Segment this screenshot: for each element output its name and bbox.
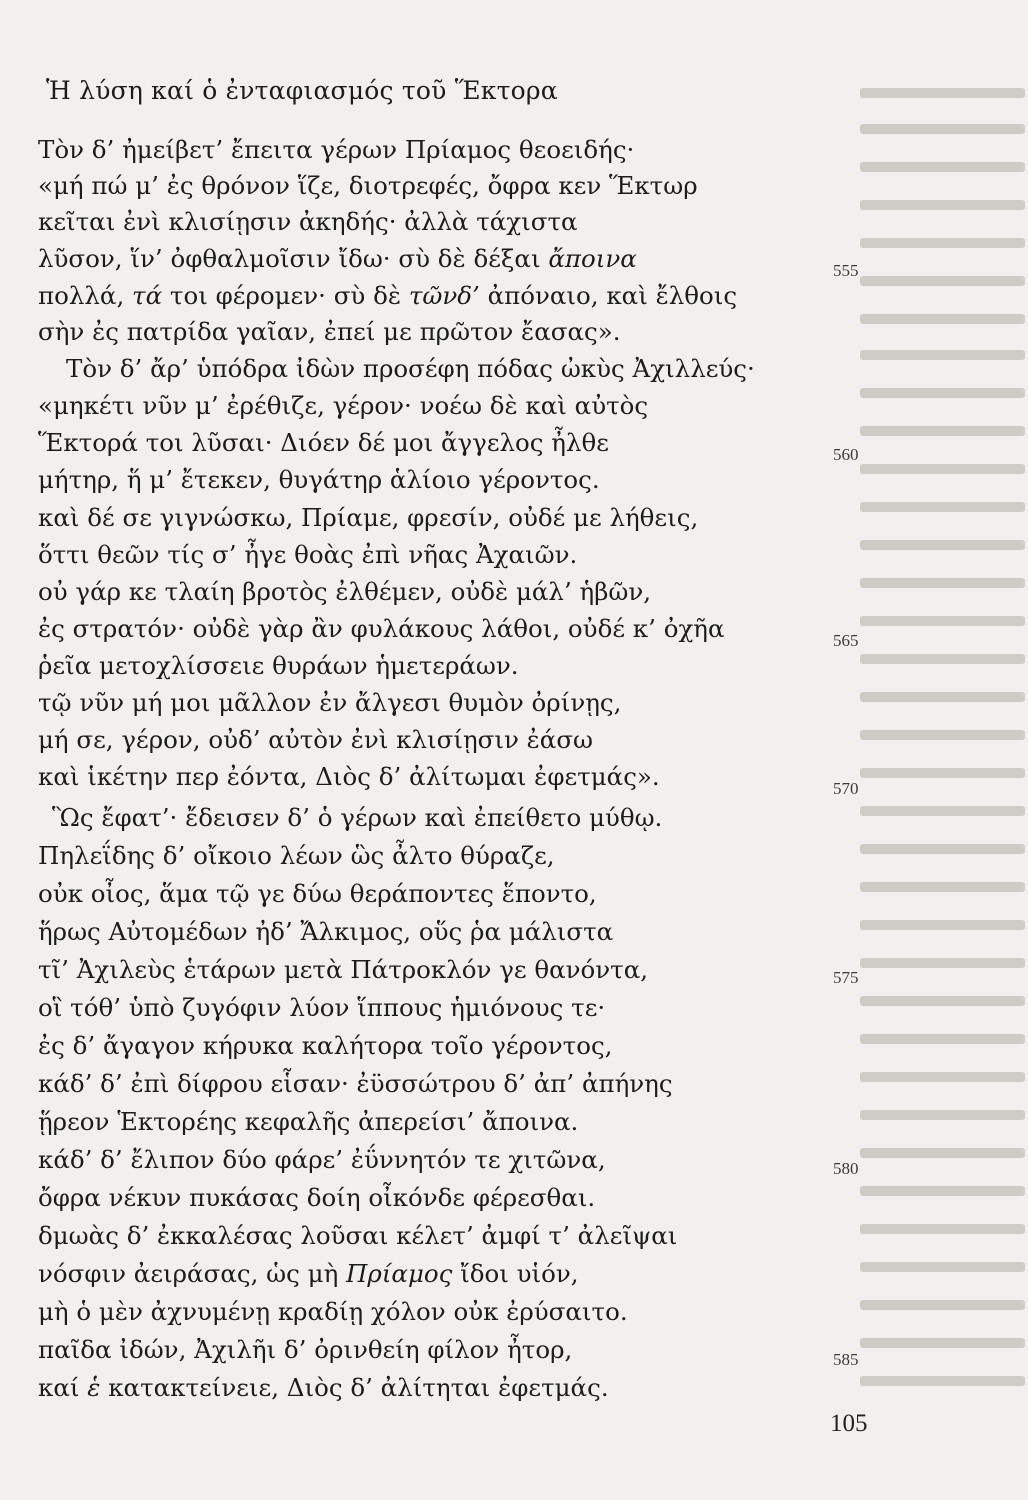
verse-line-571: οὐκ οἶος, ἅμα τῷ γε δύω θεράποντες ἕποντο,	[38, 879, 597, 908]
verse-line-579: ὄφρα νέκυν πυκάσας δοίη οἶκόνδε φέρεσθαι.	[38, 1183, 596, 1212]
verse-line-584: καί ἑ κατακτείνειε, Διὸς δ’ ἀλίτηται ἐφετμάς.	[38, 1373, 609, 1402]
page-number: 105	[830, 1410, 868, 1437]
italic-word: Πρίαμος	[346, 1259, 453, 1288]
verse-line-555: πολλά, τά τοι φέρομεν· σὺ δὲ τῶνδ’ ἀπόναιο, καὶ ἔλθοις	[38, 281, 738, 310]
verse-line-582: μὴ ὁ μὲν ἀχνυμένῃ κραδίῃ χόλον οὐκ ἐρύσαιτο.	[38, 1297, 628, 1326]
verse-line-561: καὶ δέ σε γιγνώσκω, Πρίαμε, φρεσίν, οὐδέ με λήθεις,	[38, 503, 699, 532]
verse-line-575: ἐς δ’ ἄγαγον κήρυκα καλήτορα τοῖο γέροντος,	[38, 1031, 613, 1060]
italic-word: τά	[132, 281, 163, 310]
chapter-heading: Ἡ λύση καί ὁ ἐνταφιασμός τοῦ Ἕκτορα	[46, 76, 558, 105]
verse-line-553: κεῖται ἐνὶ κλισίῃσιν ἀκηδής· ἀλλὰ τάχιστα	[38, 207, 578, 236]
verse-line-557: Τὸν δ’ ἄρ’ ὑπόδρα ἰδὼν προσέφη πόδας ὠκὺς Ἀχιλλεύς·	[66, 354, 755, 383]
verse-line-565: ῥεῖα μετοχλίσσειε θυράων ἡμετεράων.	[38, 651, 519, 680]
line-number: 560	[833, 445, 859, 464]
verse-line-560: μήτηρ, ἥ μ’ ἔτεκεν, θυγάτηρ ἁλίοιο γέροντος.	[38, 465, 600, 494]
verse-line-577: ᾕρεον Ἑκτορέης κεφαλῆς ἀπερείσι’ ἄποινα.	[38, 1107, 579, 1136]
verse-line-559: Ἕκτορά τοι λῦσαι· Διόεν δέ μοι ἄγγελος ἦλθε	[38, 428, 609, 457]
verse-line-573: τῖ’ Ἀχιλεὺς ἑτάρων μετὰ Πάτροκλόν γε θανόντα,	[38, 955, 649, 984]
verse-line-568: καὶ ἱκέτην περ ἐόντα, Διὸς δ’ ἀλίτωμαι ἐφετμάς».	[38, 762, 660, 791]
verse-line-569: Ὣς ἔφατ’· ἔδεισεν δ’ ὁ γέρων καὶ ἐπείθετο μύθῳ.	[52, 803, 663, 832]
italic-word: τῶνδ’	[408, 281, 480, 310]
line-number: 555	[833, 261, 859, 280]
line-number: 570	[833, 779, 859, 798]
verse-line-570: Πηλεΐδης δ’ οἴκοιο λέων ὣς ἆλτο θύραζε,	[38, 841, 555, 870]
line-number: 575	[833, 968, 859, 987]
verse-line-558: «μηκέτι νῦν μ’ ἐρέθιζε, γέρον· νοέω δὲ καὶ αὐτὸς	[38, 391, 649, 420]
line-number: 585	[833, 1350, 859, 1369]
verse-line-572: ἥρως Αὐτομέδων ἠδ’ Ἄλκιμος, οὕς ῥα μάλιστα	[38, 917, 614, 946]
verse-line-578: κάδ’ δ’ ἔλιπον δύο φάρε’ ἐΰννητόν τε χιτῶνα,	[38, 1145, 606, 1174]
verse-line-551: Τὸν δ’ ἠμείβετ’ ἔπειτα γέρων Πρίαμος θεοειδής·	[38, 135, 635, 164]
verse-line-552: «μή πώ μ’ ἐς θρόνον ἵζε, διοτρεφές, ὄφρα κεν Ἕκτωρ	[38, 171, 698, 200]
verse-line-562: ὅττι θεῶν τίς σ’ ἦγε θοὰς ἐπὶ νῆας Ἀχαιῶν.	[38, 540, 578, 569]
verse-line-556: σὴν ἐς πατρίδα γαῖαν, ἐπεί με πρῶτον ἔασας».	[38, 317, 621, 346]
verse-line-583: παῖδα ἰδών, Ἀχιλῆι δ’ ὀρινθείη φίλον ἦτορ,	[38, 1335, 573, 1364]
line-number: 565	[833, 631, 859, 650]
italic-word: ἑ	[87, 1373, 101, 1402]
verse-line-566: τῷ νῦν μή μοι μᾶλλον ἐν ἄλγεσι θυμὸν ὀρίνῃς,	[38, 688, 622, 717]
line-number: 580	[833, 1159, 859, 1178]
verse-line-581: νόσφιν ἀειράσας, ὡς μὴ Πρίαμος ἴδοι υἱόν,	[38, 1259, 579, 1288]
verse-line-564: ἐς στρατόν· οὐδὲ γὰρ ἂν φυλάκους λάθοι, οὐδέ κ’ ὀχῆα	[38, 614, 725, 643]
verse-line-576: κάδ’ δ’ ἐπὶ δίφρου εἷσαν· ἐϋσσώτρου δ’ ἀπ’ ἀπήνης	[38, 1069, 673, 1098]
verse-line-580: δμωὰς δ’ ἐκκαλέσας λοῦσαι κέλετ’ ἀμφί τ’ ἀλεῖψαι	[38, 1221, 678, 1250]
verse-line-554: λῦσον, ἵν’ ὀφθαλμοῖσιν ἴδω· σὺ δὲ δέξαι ἄποινα	[38, 244, 637, 273]
verse-line-574: οἳ τόθ’ ὑπὸ ζυγόφιν λύον ἵππους ἡμιόνους τε·	[38, 993, 606, 1022]
italic-word: ἄποινα	[548, 244, 637, 273]
verse-line-567: μή σε, γέρον, οὐδ’ αὐτὸν ἐνὶ κλισίῃσιν ἐάσω	[38, 725, 594, 754]
verse-line-563: οὐ γάρ κε τλαίη βροτὸς ἐλθέμεν, οὐδὲ μάλ’ ἡβῶν,	[38, 577, 652, 606]
